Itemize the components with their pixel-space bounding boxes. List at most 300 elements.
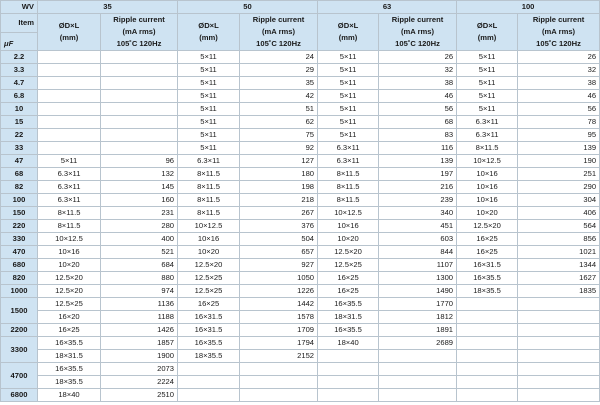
ripple-current-cell: 92 [240, 142, 318, 155]
case-size-cell: 16×31.5 [457, 259, 518, 272]
ripple-current-cell: 190 [518, 155, 600, 168]
table-row [1, 64, 600, 77]
table-row [1, 90, 600, 103]
table-row [1, 324, 600, 337]
case-size-cell: 12.5×25 [38, 298, 101, 311]
case-size-cell: 6.3×11 [318, 142, 379, 155]
ripple-current-cell: 1426 [101, 324, 178, 337]
ripple-current-cell: 1107 [379, 259, 457, 272]
ripple-current-cell: 145 [101, 181, 178, 194]
case-size-cell [457, 363, 518, 376]
case-size-cell: 10×20 [457, 207, 518, 220]
case-size-cell: 12.5×20 [318, 246, 379, 259]
case-size-cell: 8×11.5 [38, 220, 101, 233]
case-size-cell: 10×16 [457, 168, 518, 181]
case-size-cell: 5×11 [318, 77, 379, 90]
case-size-cell: 5×11 [178, 77, 240, 90]
table-row [1, 77, 600, 90]
capacitance-cell: 15 [1, 116, 38, 129]
ripple-current-cell: 1490 [379, 285, 457, 298]
ripple-current-cell: 26 [518, 51, 600, 64]
ripple-current-cell [518, 337, 600, 350]
ripple-current-cell: 340 [379, 207, 457, 220]
ripple-current-cell [101, 90, 178, 103]
case-size-cell: 16×35.5 [38, 363, 101, 376]
capacitance-cell: 100 [1, 194, 38, 207]
ripple-current-cell: 216 [379, 181, 457, 194]
case-size-cell: 8×11.5 [178, 194, 240, 207]
case-size-cell: 8×11.5 [318, 194, 379, 207]
ripple-current-cell: 280 [101, 220, 178, 233]
capacitance-cell: 150 [1, 207, 38, 220]
size-header-line2: (mm) [477, 33, 497, 42]
ripple-current-cell: 1578 [240, 311, 318, 324]
capacitance-cell: 6.8 [1, 90, 38, 103]
case-size-cell: 18×40 [38, 389, 101, 402]
ripple-current-cell: 96 [101, 155, 178, 168]
ripple-current-cell: 304 [518, 194, 600, 207]
case-size-cell: 12.5×20 [178, 259, 240, 272]
ripple-current-cell: 1812 [379, 311, 457, 324]
case-size-cell [318, 363, 379, 376]
case-size-cell [38, 90, 101, 103]
ripple-current-cell: 290 [518, 181, 600, 194]
case-size-cell: 12.5×25 [318, 259, 379, 272]
ripple-current-cell: 62 [240, 116, 318, 129]
case-size-cell: 5×11 [178, 51, 240, 64]
case-size-cell [457, 298, 518, 311]
table-row [1, 181, 600, 194]
ripple-current-cell: 1627 [518, 272, 600, 285]
case-size-cell: 8×11.5 [178, 207, 240, 220]
case-size-cell [38, 129, 101, 142]
ripple-current-cell: 197 [379, 168, 457, 181]
ripple-header-line2: (mA rms) [122, 27, 156, 36]
ripple-current-cell: 1226 [240, 285, 318, 298]
ripple-current-cell: 603 [379, 233, 457, 246]
case-size-cell: 16×35.5 [318, 298, 379, 311]
case-size-cell: 8×11.5 [318, 181, 379, 194]
table-row [1, 350, 600, 363]
ripple-current-cell [518, 324, 600, 337]
case-size-cell [178, 389, 240, 402]
case-size-cell: 12.5×20 [38, 272, 101, 285]
ripple-current-cell [240, 376, 318, 389]
capacitance-cell: 68 [1, 168, 38, 181]
case-size-cell: 12.5×20 [457, 220, 518, 233]
case-size-cell: 6.3×11 [318, 155, 379, 168]
capacitance-cell: 330 [1, 233, 38, 246]
ripple-current-cell: 267 [240, 207, 318, 220]
size-header-line1: ØD×L [337, 21, 359, 30]
ripple-current-cell [101, 77, 178, 90]
capacitance-cell: 220 [1, 220, 38, 233]
ripple-current-cell: 880 [101, 272, 178, 285]
ripple-header-line3: 105˚C 120Hz [256, 39, 301, 48]
item-label: Item [1, 14, 38, 33]
case-size-cell: 16×35.5 [38, 337, 101, 350]
ripple-current-cell: 139 [518, 142, 600, 155]
ripple-current-cell: 1709 [240, 324, 318, 337]
case-size-cell [318, 350, 379, 363]
case-size-cell: 6.3×11 [457, 129, 518, 142]
case-size-cell: 5×11 [178, 129, 240, 142]
case-size-cell: 5×11 [318, 51, 379, 64]
voltage-63-header: 63 [318, 1, 457, 14]
ripple-current-cell: 1857 [101, 337, 178, 350]
case-size-cell: 16×25 [178, 298, 240, 311]
ripple-current-cell [101, 51, 178, 64]
case-size-cell: 10×12.5 [318, 207, 379, 220]
case-size-cell: 10×16 [178, 233, 240, 246]
ripple-current-cell: 376 [240, 220, 318, 233]
case-size-cell: 6.3×11 [178, 155, 240, 168]
case-size-cell: 16×31.5 [178, 324, 240, 337]
case-size-cell: 5×11 [318, 64, 379, 77]
case-size-cell: 16×35.5 [318, 324, 379, 337]
ripple-current-cell: 2073 [101, 363, 178, 376]
table-row [1, 194, 600, 207]
voltage-100-header: 100 [457, 1, 600, 14]
case-size-cell: 8×11.5 [178, 168, 240, 181]
ripple-current-cell: 521 [101, 246, 178, 259]
ripple-header-line3: 105˚C 120Hz [536, 39, 581, 48]
case-size-cell [457, 389, 518, 402]
case-size-cell [318, 389, 379, 402]
case-size-cell: 10×12.5 [38, 233, 101, 246]
ripple-current-cell: 38 [379, 77, 457, 90]
size-header [38, 14, 101, 51]
case-size-cell [178, 363, 240, 376]
ripple-header-line2: (mA rms) [401, 27, 435, 36]
ripple-current-cell [101, 64, 178, 77]
ripple-current-cell [379, 363, 457, 376]
ripple-current-cell: 1891 [379, 324, 457, 337]
case-size-cell: 6.3×11 [38, 194, 101, 207]
ripple-current-cell: 38 [518, 77, 600, 90]
case-size-cell: 18×31.5 [318, 311, 379, 324]
ripple-current-cell: 251 [518, 168, 600, 181]
case-size-cell: 10×12.5 [178, 220, 240, 233]
ripple-current-cell: 78 [518, 116, 600, 129]
capacitance-cell: 22 [1, 129, 38, 142]
case-size-cell: 5×11 [178, 64, 240, 77]
ripple-current-cell: 139 [379, 155, 457, 168]
table-row [1, 142, 600, 155]
case-size-cell [38, 64, 101, 77]
ripple-current-cell [518, 311, 600, 324]
ripple-header-line2: (mA rms) [542, 27, 576, 36]
ripple-current-cell: 684 [101, 259, 178, 272]
size-header-line2: (mm) [338, 33, 358, 42]
case-size-cell: 16×35.5 [457, 272, 518, 285]
table-row [1, 337, 600, 350]
case-size-cell: 10×16 [38, 246, 101, 259]
uf-unit-label: μF [1, 32, 38, 51]
ripple-current-cell [518, 350, 600, 363]
capacitance-cell: 3300 [1, 337, 38, 363]
case-size-cell: 5×11 [178, 142, 240, 155]
ripple-current-cell: 657 [240, 246, 318, 259]
ripple-current-cell: 1900 [101, 350, 178, 363]
capacitance-cell: 680 [1, 259, 38, 272]
case-size-cell: 5×11 [318, 90, 379, 103]
ripple-current-cell: 1021 [518, 246, 600, 259]
capacitance-cell: 10 [1, 103, 38, 116]
case-size-cell: 5×11 [457, 64, 518, 77]
table-row [1, 363, 600, 376]
ripple-current-cell: 1835 [518, 285, 600, 298]
case-size-cell [38, 116, 101, 129]
ripple-current-cell: 56 [518, 103, 600, 116]
ripple-current-cell: 51 [240, 103, 318, 116]
ripple-current-cell: 56 [379, 103, 457, 116]
case-size-cell: 5×11 [457, 77, 518, 90]
ripple-current-cell: 239 [379, 194, 457, 207]
table-row [1, 259, 600, 272]
capacitance-cell: 1000 [1, 285, 38, 298]
ripple-current-cell: 32 [379, 64, 457, 77]
size-header-line1: ØD×L [58, 21, 80, 30]
ripple-current-cell: 451 [379, 220, 457, 233]
case-size-cell: 10×16 [318, 220, 379, 233]
ripple-current-cell [518, 298, 600, 311]
ripple-current-cell: 406 [518, 207, 600, 220]
ripple-current-cell [101, 116, 178, 129]
case-size-cell [457, 324, 518, 337]
table-row [1, 51, 600, 64]
case-size-cell: 5×11 [318, 129, 379, 142]
ripple-current-cell [518, 389, 600, 402]
table-row [1, 168, 600, 181]
ripple-current-cell [518, 376, 600, 389]
ripple-current-cell: 46 [518, 90, 600, 103]
case-size-cell: 16×25 [38, 324, 101, 337]
capacitance-cell: 2200 [1, 324, 38, 337]
case-size-cell: 6.3×11 [38, 181, 101, 194]
ripple-header [518, 14, 600, 51]
ripple-current-cell: 844 [379, 246, 457, 259]
ripple-current-cell: 1136 [101, 298, 178, 311]
voltage-50-header: 50 [178, 1, 318, 14]
capacitance-cell: 47 [1, 155, 38, 168]
case-size-cell: 18×40 [318, 337, 379, 350]
ripple-current-cell: 927 [240, 259, 318, 272]
case-size-cell: 16×31.5 [178, 311, 240, 324]
ripple-current-cell: 46 [379, 90, 457, 103]
ripple-header-line1: Ripple current [532, 15, 585, 24]
ripple-current-cell: 564 [518, 220, 600, 233]
case-size-cell: 5×11 [178, 103, 240, 116]
ripple-current-cell: 974 [101, 285, 178, 298]
capacitance-cell: 3.3 [1, 64, 38, 77]
ripple-current-cell: 32 [518, 64, 600, 77]
case-size-cell: 16×35.5 [178, 337, 240, 350]
ripple-header-line3: 105˚C 120Hz [395, 39, 440, 48]
case-size-cell: 12.5×25 [178, 272, 240, 285]
ripple-header [240, 14, 318, 51]
ripple-current-cell: 1442 [240, 298, 318, 311]
ripple-current-cell: 1344 [518, 259, 600, 272]
case-size-cell: 10×20 [318, 233, 379, 246]
ripple-current-cell [240, 389, 318, 402]
case-size-cell: 18×35.5 [38, 376, 101, 389]
capacitance-cell: 2.2 [1, 51, 38, 64]
size-header-line2: (mm) [59, 33, 79, 42]
table-row [1, 272, 600, 285]
case-size-cell [457, 350, 518, 363]
ripple-current-cell: 132 [101, 168, 178, 181]
ripple-current-cell: 1300 [379, 272, 457, 285]
table-row [1, 376, 600, 389]
case-size-cell [38, 142, 101, 155]
size-header-line1: ØD×L [476, 21, 498, 30]
table-row [1, 233, 600, 246]
ripple-current-cell [101, 103, 178, 116]
case-size-cell: 18×35.5 [457, 285, 518, 298]
ripple-current-cell: 35 [240, 77, 318, 90]
case-size-cell [457, 337, 518, 350]
ripple-current-cell: 116 [379, 142, 457, 155]
table-row [1, 103, 600, 116]
ripple-current-cell: 1794 [240, 337, 318, 350]
case-size-cell: 18×35.5 [178, 350, 240, 363]
ripple-current-cell [379, 350, 457, 363]
ripple-current-cell: 856 [518, 233, 600, 246]
ripple-current-cell: 180 [240, 168, 318, 181]
size-header-line1: ØD×L [198, 21, 219, 30]
capacitance-cell: 4.7 [1, 77, 38, 90]
case-size-cell: 5×11 [318, 103, 379, 116]
table-row [1, 311, 600, 324]
ripple-current-cell: 1188 [101, 311, 178, 324]
ripple-current-cell: 26 [379, 51, 457, 64]
case-size-cell [38, 51, 101, 64]
ripple-header [101, 14, 178, 51]
case-size-cell: 5×11 [178, 90, 240, 103]
ripple-current-cell: 68 [379, 116, 457, 129]
ripple-current-cell: 2689 [379, 337, 457, 350]
ripple-current-cell [101, 129, 178, 142]
case-size-cell: 5×11 [38, 155, 101, 168]
ripple-current-cell: 2510 [101, 389, 178, 402]
ripple-current-cell [101, 142, 178, 155]
ripple-header-line2: (mA rms) [261, 27, 296, 36]
case-size-cell: 16×25 [318, 272, 379, 285]
case-size-cell: 6.3×11 [38, 168, 101, 181]
voltage-header-row [1, 1, 600, 14]
table-row [1, 116, 600, 129]
ripple-current-cell: 400 [101, 233, 178, 246]
case-size-cell [38, 77, 101, 90]
case-size-cell [318, 376, 379, 389]
ripple-current-cell: 24 [240, 51, 318, 64]
case-size-cell: 10×20 [38, 259, 101, 272]
case-size-cell: 5×11 [457, 90, 518, 103]
case-size-cell: 10×12.5 [457, 155, 518, 168]
case-size-cell [457, 311, 518, 324]
case-size-cell: 5×11 [178, 116, 240, 129]
case-size-cell: 8×11.5 [318, 168, 379, 181]
case-size-cell: 5×11 [318, 116, 379, 129]
case-size-cell: 5×11 [457, 103, 518, 116]
capacitance-cell: 82 [1, 181, 38, 194]
size-header [457, 14, 518, 51]
case-size-cell: 10×16 [457, 194, 518, 207]
case-size-cell: 16×25 [457, 246, 518, 259]
ripple-current-cell: 2224 [101, 376, 178, 389]
case-size-cell: 5×11 [457, 51, 518, 64]
size-header [178, 14, 240, 51]
table-row [1, 298, 600, 311]
case-size-cell: 16×25 [457, 233, 518, 246]
ripple-current-cell [240, 363, 318, 376]
ripple-header [379, 14, 457, 51]
case-size-cell [178, 376, 240, 389]
ripple-header-line3: 105˚C 120Hz [116, 39, 162, 48]
ripple-current-cell: 95 [518, 129, 600, 142]
table-row [1, 155, 600, 168]
voltage-35-header: 35 [38, 1, 178, 14]
ripple-current-cell: 127 [240, 155, 318, 168]
ripple-current-cell: 198 [240, 181, 318, 194]
capacitance-cell: 6800 [1, 389, 38, 402]
table-row [1, 220, 600, 233]
ripple-current-cell: 75 [240, 129, 318, 142]
table-row [1, 285, 600, 298]
capacitance-cell: 33 [1, 142, 38, 155]
table-row [1, 129, 600, 142]
capacitance-cell: 4700 [1, 363, 38, 389]
size-header [318, 14, 379, 51]
ripple-current-cell [518, 363, 600, 376]
table-body [1, 51, 600, 402]
case-size-cell: 18×31.5 [38, 350, 101, 363]
case-size-cell: 8×11.5 [38, 207, 101, 220]
capacitance-cell: 1500 [1, 298, 38, 324]
case-size-cell: 10×20 [178, 246, 240, 259]
case-size-cell [457, 376, 518, 389]
ripple-current-cell [379, 376, 457, 389]
case-size-cell: 16×25 [318, 285, 379, 298]
ripple-current-cell: 83 [379, 129, 457, 142]
ripple-current-cell: 1770 [379, 298, 457, 311]
ripple-current-cell: 504 [240, 233, 318, 246]
item-header-row [1, 14, 600, 33]
table-row [1, 246, 600, 259]
ripple-current-cell: 29 [240, 64, 318, 77]
case-size-cell: 12.5×25 [178, 285, 240, 298]
ripple-current-cell: 2152 [240, 350, 318, 363]
case-size-cell: 12.5×20 [38, 285, 101, 298]
ripple-current-cell [379, 389, 457, 402]
table-row [1, 207, 600, 220]
wv-label: WV [1, 1, 38, 14]
case-size-cell: 8×11.5 [457, 142, 518, 155]
case-size-cell: 10×16 [457, 181, 518, 194]
ripple-current-cell: 1050 [240, 272, 318, 285]
capacitance-cell: 820 [1, 272, 38, 285]
table-row [1, 389, 600, 402]
case-size-cell: 16×20 [38, 311, 101, 324]
ripple-current-cell: 231 [101, 207, 178, 220]
capacitance-cell: 470 [1, 246, 38, 259]
size-header-line2: (mm) [199, 33, 218, 42]
ripple-current-cell: 218 [240, 194, 318, 207]
ripple-header-line1: Ripple current [113, 15, 165, 24]
case-size-cell [38, 103, 101, 116]
ripple-current-cell: 42 [240, 90, 318, 103]
